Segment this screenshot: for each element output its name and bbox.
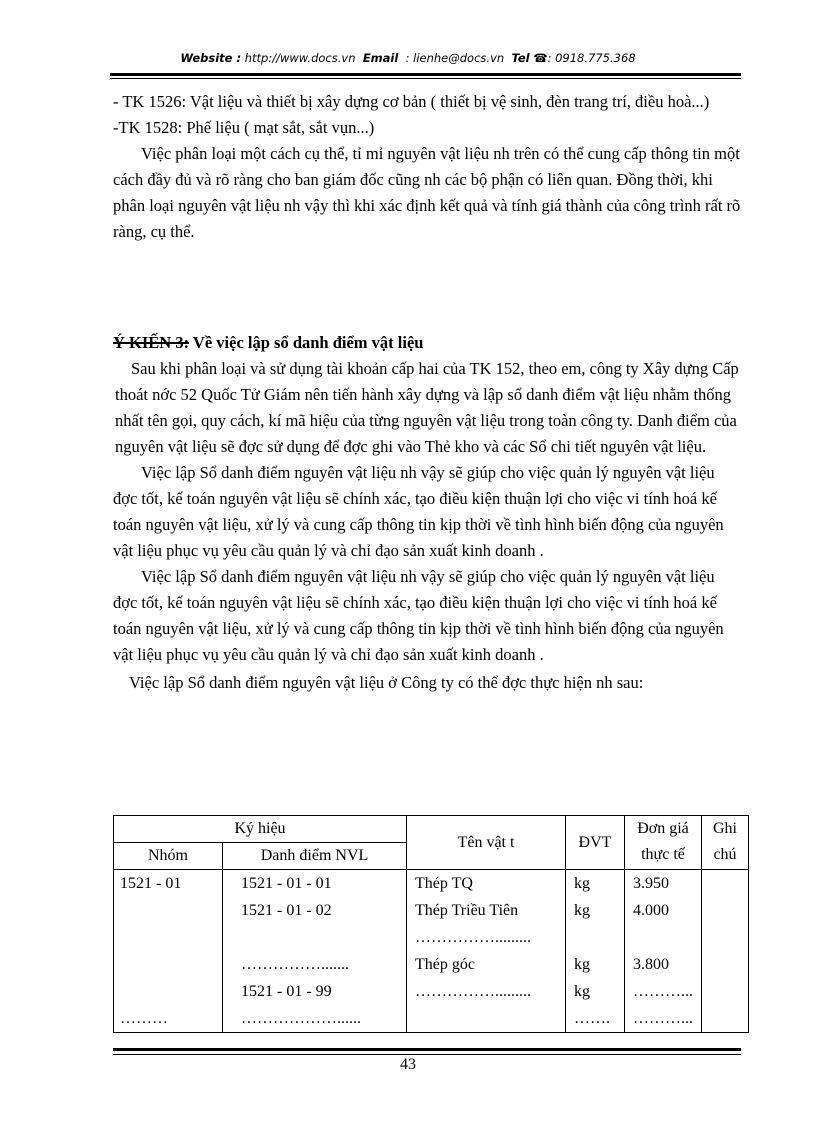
don-gia-cell [633,924,693,951]
don-gia-cell: 4.000 [633,902,669,919]
header-don-gia-line2: thực tế [641,846,685,863]
phone-icon: ☎ [533,51,548,65]
dvt-cell: kg [574,875,590,892]
dvt-cell [574,924,616,951]
nhom-cell: ……… [120,1010,168,1027]
material-code-table [113,815,749,1033]
section-paragraph-2: Việc lập Sổ danh điểm nguyên vật liệu nh vậy sẽ giúp cho việc quản lý nguyên vật liệu đợc tốt, kế toán nguyên vật liệu sẽ chính xác, tạo điều kiện thuận lợi cho việc vi tính hoá kế toán nguyên vật liệu, xử lý và cung cấp thông tin kịp thời về tình hình biến động của nguyên vật liệu phục vụ yêu cầu quản lý và chỉ đạo sản xuất kinh doanh . [113,463,724,560]
header-ghi-chu [702,816,749,870]
header-ky-hieu: Ký hiệu [114,816,407,843]
danh-diem-cell: 1521 - 01 - 99 [241,983,332,1000]
column-nhom [114,870,223,1033]
email-label: Email [362,51,399,65]
ghi-chu-cell [710,897,740,924]
column-dvt [566,870,625,1033]
nhom-cell: 1521 - 01 [120,875,182,892]
danh-diem-cell: 1521 - 01 - 02 [241,902,332,919]
column-danh-diem [223,870,407,1033]
ten-vat-tu-cell: Thép TQ [415,875,473,892]
dvt-cell: ……. [574,1010,610,1027]
header-don-gia [625,816,702,870]
ten-vat-tu-cell: Thép góc [415,956,475,973]
intro-paragraph: Việc phân loại một cách cụ thể, tỉ mỉ nguyên vật liệu nh trên có thể cung cấp thông tin một cách đầy đủ và rõ ràng cho ban giám đốc cũng nh các bộ phận có liên quan. Đồng thời, khi phân loại nguyên vật liệu nh vậy thì khi xác định kết quả và tính giá thành của công trình rất rõ ràng, cụ thể. [113,144,741,241]
ten-vat-tu-cell [415,1005,557,1032]
email-value[interactable]: : lienhe@docs.vn [405,51,505,65]
ghi-chu-cell [710,870,740,897]
footer-rule [113,1048,741,1051]
header-don-gia-line1: Đơn giá [637,820,689,837]
danh-diem-cell: 1521 - 01 - 01 [241,875,332,892]
tk1528-item: -TK 1528: Phế liệu ( mạt sắt, sắt vụn...) [113,118,375,137]
column-ghi-chu [702,870,749,1033]
website-label: Website : [180,51,242,65]
section-title: Về việc lập sổ danh điểm vật liệu [189,333,424,352]
footer-rule-thin [113,1054,741,1055]
nhom-cell [120,924,214,951]
header-rule-thin [110,78,741,79]
danh-diem-cell: ……………....... [241,956,349,973]
nhom-cell [120,897,214,924]
danh-diem-cell: ………………...... [241,1010,361,1027]
nhom-cell [120,978,214,1005]
ghi-chu-cell [710,1005,740,1032]
page-number: 43 [400,1056,416,1073]
section-paragraph-4: Việc lập Sổ danh điểm nguyên vật liệu ở Công ty có thể đợc thực hiện nh sau: [129,673,644,692]
ten-vat-tu-cell: Thép Triều Tiên [415,902,519,919]
nhom-cell [120,951,214,978]
intro-block [113,89,741,245]
don-gia-cell: ………... [633,1010,693,1027]
page-header [0,51,816,65]
header-rule [110,73,741,76]
dvt-cell: kg [574,902,590,919]
column-ten-vat-tu [407,870,566,1033]
section-paragraph-1: Sau khi phân loại và sử dụng tài khoản cấp hai của TK 152, theo em, công ty Xây dựng Cấp thoát nớc 52 Quốc Tử Giám nên tiến hành xây dựng và lập sổ danh điểm vật liệu nhằm thống nhất tên gọi, quy cách, kí mã hiệu của từng nguyên vật liệu trong toàn công ty. Danh điểm của nguyên vật liệu sẽ đợc sử dụng để đợc ghi vào Thẻ kho và các Sổ chi tiết nguyên vật liệu. [115,359,739,456]
ten-vat-tu-cell: ……………......... [415,983,531,1000]
header-ghi-chu-line1: Ghi [713,820,737,837]
table-row [114,870,749,1033]
ghi-chu-cell [710,951,740,978]
tel-label: Tel [511,51,530,65]
don-gia-cell: ………... [633,983,693,1000]
tel-value: : 0918.775.368 [547,51,636,65]
header-ghi-chu-line2: chú [713,846,737,863]
don-gia-cell: 3.950 [633,875,669,892]
section-paragraph-3: Việc lập Sổ danh điểm nguyên vật liệu nh vậy sẽ giúp cho việc quản lý nguyên vật liệu đợc tốt, kế toán nguyên vật liệu sẽ chính xác, tạo điều kiện thuận lợi cho việc vi tính hoá kế toán nguyên vật liệu, xử lý và cung cấp thông tin kịp thời về tình hình biến động của nguyên vật liệu phục vụ yêu cầu quản lý và chỉ đạo sản xuất kinh doanh . [113,567,724,664]
tk1526-item: - TK 1526: Vật liệu và thiết bị xây dựng cơ bản ( thiết bị vệ sinh, đèn trang trí, điều hoà...) [113,92,710,111]
ghi-chu-cell [710,924,740,951]
danh-diem-cell [241,924,398,951]
ghi-chu-cell [710,978,740,1005]
section-label: Ý KIẾN 3: [113,333,190,352]
header-dvt: ĐVT [566,816,625,870]
website-url[interactable]: http://www.docs.vn [244,51,356,65]
column-don-gia [625,870,702,1033]
ten-vat-tu-cell: ……………......... [415,929,531,946]
header-danh-diem: Danh điểm NVL [223,843,407,870]
dvt-cell: kg [574,956,590,973]
section-3 [113,330,741,696]
header-ten-vat-tu: Tên vật t [407,816,566,870]
don-gia-cell: 3.800 [633,956,669,973]
section-heading [113,330,741,356]
dvt-cell: kg [574,983,590,1000]
header-nhom: Nhóm [114,843,223,870]
